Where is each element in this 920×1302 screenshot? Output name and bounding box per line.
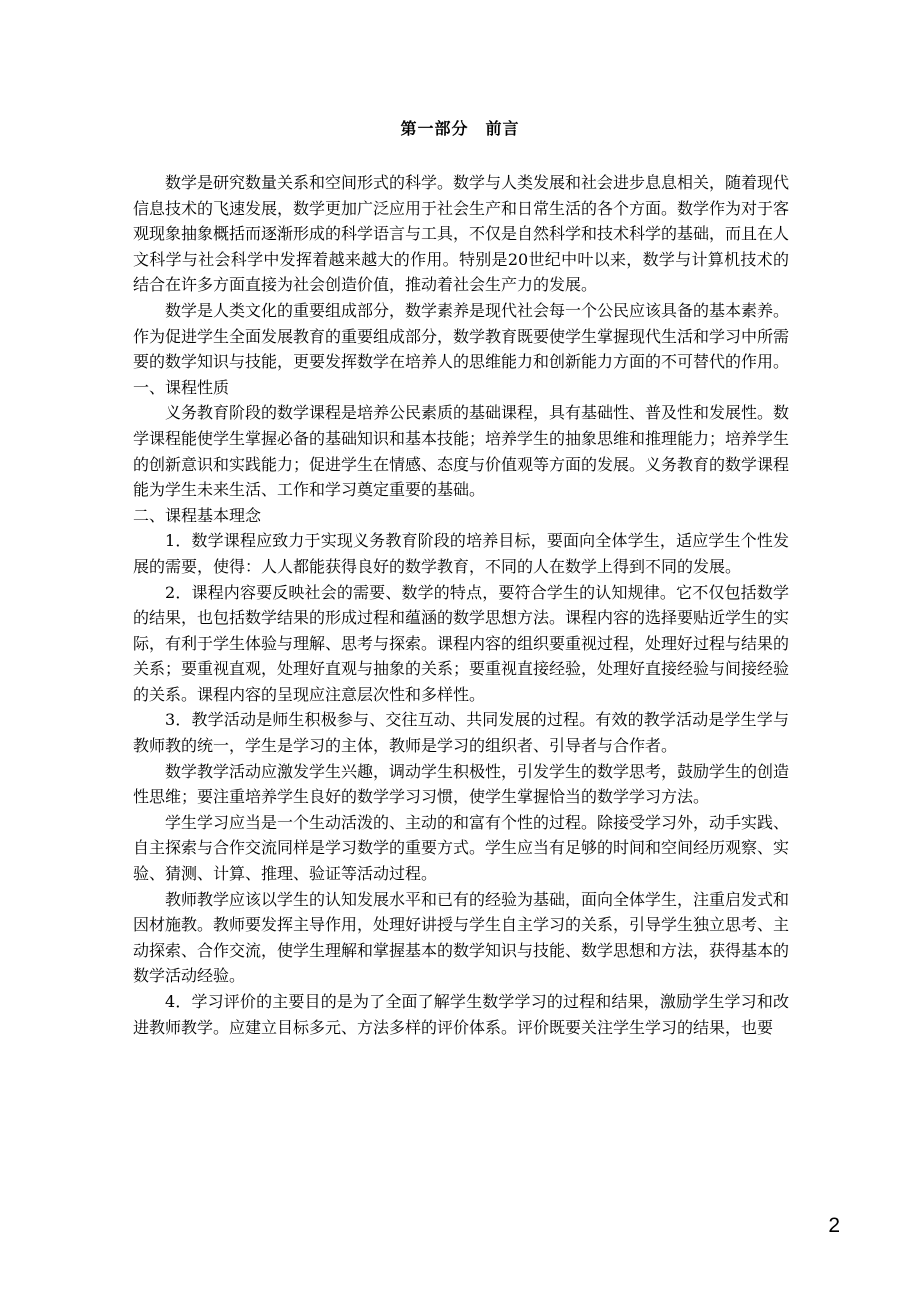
paragraph: 义务教育阶段的数学课程是培养公民素质的基础课程，具有基础性、普及性和发展性。数学课程能使学生掌握必备的基础知识和基本技能；培养学生的抽象思维和推理能力；培养学生的创新意识和实践能力；促进学生在情感、态度与价值观等方面的发展。义务教育的数学课程能为学生未来生活、工作和学习奠定重要的基础。 (133, 403, 790, 500)
paragraph: 学生学习应当是一个生动活泼的、主动的和富有个性的过程。除接受学习外，动手实践、自主探索与合作交流同样是学习数学的重要方式。学生应当有足够的时间和空间经历观察、实验、猜测、计算、推理、验证等活动过程。 (133, 812, 790, 884)
section-heading-course-nature: 一、课程性质 (133, 377, 230, 397)
paragraph: 数学是研究数量关系和空间形式的科学。数学与人类发展和社会进步息息相关，随着现代信息技术的飞速发展，数学更加广泛应用于社会生产和日常生活的各个方面。数学作为对于客观现象抽象概括而逐渐形成的科学语言与工具，不仅是自然科学和技术科学的基础，而且在人文科学与社会科学中发挥着越来越大的作用。特别是20世纪中叶以来，数学与计算机技术的结合在许多方面直接为社会创造价值，推动着社会生产力的发展。 (133, 173, 790, 295)
paragraph: 数学是人类文化的重要组成部分，数学素养是现代社会每一个公民应该具备的基本素养。作为促进学生全面发展教育的重要组成部分，数学教育既要使学生掌握现代生活和学习中所需要的数学知识与技能，更要发挥数学在培养人的思维能力和创新能力方面的不可替代的作用。 (133, 300, 790, 372)
section-heading-basic-ideas: 二、课程基本理念 (133, 505, 262, 525)
page-number: 2 (828, 1214, 840, 1237)
paragraph: 数学教学活动应激发学生兴趣，调动学生积极性，引发学生的数学思考，鼓励学生的创造性思维；要注重培养学生良好的数学学习习惯，使学生掌握恰当的数学学习方法。 (133, 761, 790, 807)
paragraph: 2．课程内容要反映社会的需要、数学的特点，要符合学生的认知规律。它不仅包括数学的结果，也包括数学结果的形成过程和蕴涵的数学思想方法。课程内容的选择要贴近学生的实际，有利于学生体验与理解、思考与探索。课程内容的组织要重视过程，处理好过程与结果的关系；要重视直观，处理好直观与抽象的关系；要重视直接经验，处理好直接经验与间接经验的关系。课程内容的呈现应注意层次性和多样性。 (133, 582, 790, 704)
document-body (133, 170, 789, 1040)
paragraph: 1．数学课程应致力于实现义务教育阶段的培养目标，要面向全体学生，适应学生个性发展的需要，使得：人人都能获得良好的数学教育，不同的人在数学上得到不同的发展。 (133, 531, 789, 576)
paragraph: 3．教学活动是师生积极参与、交往互动、共同发展的过程。有效的教学活动是学生学与教师教的统一，学生是学习的主体，教师是学习的组织者、引导者与合作者。 (133, 710, 789, 756)
paragraph: 教师教学应该以学生的认知发展水平和已有的经验为基础，面向全体学生，注重启发式和因材施教。教师要发挥主导作用，处理好讲授与学生自主学习的关系，引导学生独立思考、主动探索、合作交流，使学生理解和掌握基本的数学知识与技能、数学思想和方法，获得基本的数学活动经验。 (133, 889, 790, 986)
paragraph: 4．学习评价的主要目的是为了全面了解学生数学学习的过程和结果，激励学生学习和改进教师教学。应建立目标多元、方法多样的评价体系。评价既要关注学生学习的结果，也要 (133, 992, 789, 1037)
page-title: 第一部分 前言 (400, 119, 520, 138)
